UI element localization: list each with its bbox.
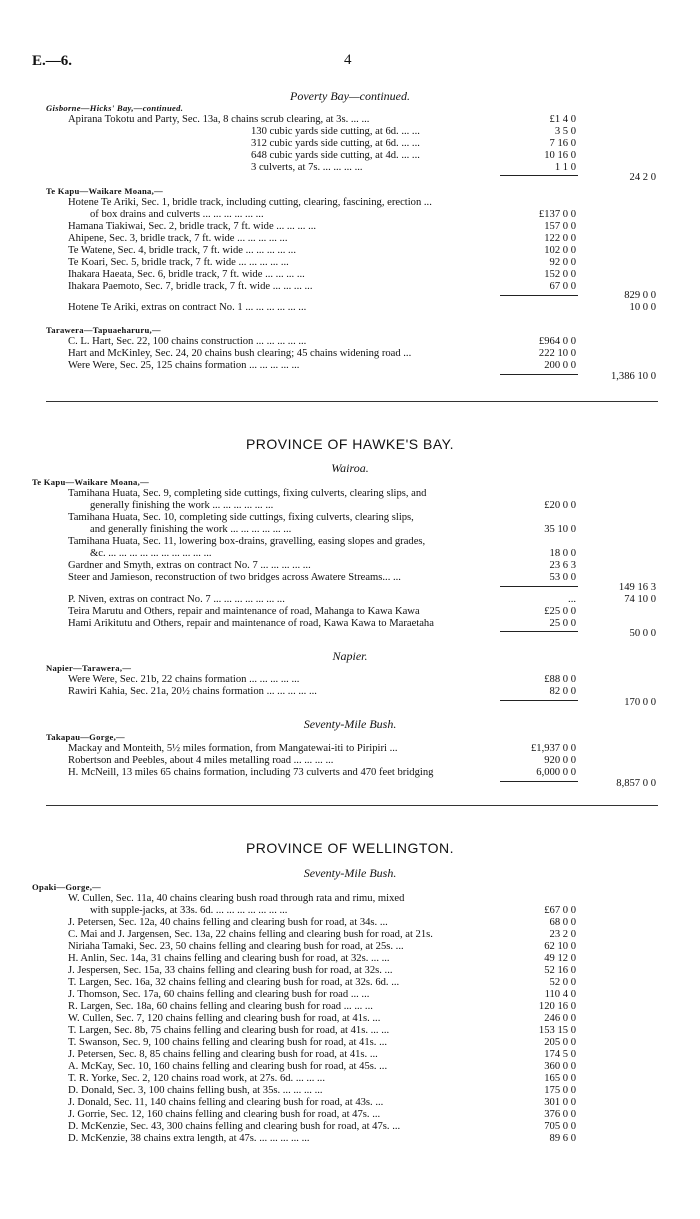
group-total: 1,386 10 0	[610, 371, 656, 382]
ledger-row	[0, 500, 700, 512]
row-amount: 175 0 0	[544, 1085, 576, 1096]
row-amount: 205 0 0	[544, 1037, 576, 1048]
row-amount: 200 0 0	[544, 360, 576, 371]
ledger-row	[0, 743, 700, 755]
ledger-row	[0, 977, 700, 989]
row-description: Hart and McKinley, Sec. 24, 20 chains bush clearing; 45 chains widening road ...	[68, 348, 412, 359]
row-description: 312 cubic yards side cutting, at 6d. ... ...	[251, 138, 420, 149]
ledger-row	[0, 488, 700, 500]
page-number: 4	[344, 52, 352, 68]
ledger-row	[0, 245, 700, 257]
row-amount: 157 0 0	[544, 221, 576, 232]
row-amount: 376 0 0	[544, 1109, 576, 1120]
row-amount: 62 10 0	[544, 941, 576, 952]
total-row	[0, 371, 700, 383]
ledger-row	[0, 905, 700, 917]
ledger-row	[0, 524, 700, 536]
row-amount: £25 0 0	[544, 606, 576, 617]
row-description: C. L. Hart, Sec. 22, 100 chains construction ... ... ... ... ...	[68, 336, 307, 347]
row-description: Rawiri Kahia, Sec. 21a, 20½ chains formation ... ... ... ... ...	[68, 686, 317, 697]
row-description: and generally finishing the work ... ... ... ... ... ...	[90, 524, 292, 535]
row-description: T. R. Yorke, Sec. 2, 120 chains road work, at 27s. 6d. ... ... ...	[68, 1073, 325, 1084]
ledger-row	[0, 1085, 700, 1097]
group-heading-te-kapu: Te Kapu—Waikare Moana,—	[32, 477, 149, 487]
row-description: D. McKenzie, 38 chains extra length, at 47s. ... ... ... ... ...	[68, 1133, 310, 1144]
row-description: Steer and Jamieson, reconstruction of two bridges across Awatere Streams... ...	[68, 572, 401, 583]
district-subtitle-seventy-mile-bush: Seventy-Mile Bush.	[303, 866, 397, 880]
row-amount: 122 0 0	[544, 233, 576, 244]
row-description: J. Thomson, Sec. 17a, 60 chains felling and clearing bush for road ... ...	[68, 989, 370, 1000]
row-description: 130 cubic yards side cutting, at 6d. ... ...	[251, 126, 420, 137]
row-description: 3 culverts, at 7s. ... ... ... ...	[251, 162, 363, 173]
row-amount: 102 0 0	[544, 245, 576, 256]
ledger-row	[0, 150, 700, 162]
district-subtitle-seventy-mile-bush: Seventy-Mile Bush.	[303, 717, 397, 731]
row-description: Apirana Tokotu and Party, Sec. 13a, 8 chains scrub clearing, at 3s. ... ...	[68, 114, 370, 125]
row-description: Te Koari, Sec. 5, bridle track, 7 ft. wide ... ... ... ... ...	[68, 257, 289, 268]
ledger-row	[0, 755, 700, 767]
ledger-row	[0, 512, 700, 524]
ledger-row	[0, 1025, 700, 1037]
ledger-row	[0, 1073, 700, 1085]
ledger-row	[0, 269, 700, 281]
district-subtitle-wairoa: Wairoa.	[331, 461, 369, 475]
row-description: Tamihana Huata, Sec. 9, completing side cuttings, fixing culverts, clearing slips, and	[68, 488, 427, 499]
ledger-row	[0, 1037, 700, 1049]
ledger-row	[0, 114, 700, 126]
ledger-row	[0, 917, 700, 929]
row-amount: £1 4 0	[549, 114, 576, 125]
ledger-row	[0, 536, 700, 548]
group-heading-te-kapu: Te Kapu—Waikare Moana,—	[46, 186, 163, 196]
ledger-row	[0, 674, 700, 686]
row-amount: 165 0 0	[544, 1073, 576, 1084]
ledger-row	[0, 221, 700, 233]
group-total: 170 0 0	[624, 697, 656, 708]
row-description: Were Were, Sec. 21b, 22 chains formation ... ... ... ... ...	[68, 674, 300, 685]
group-total: 24 2 0	[629, 172, 656, 183]
ledger-row	[0, 1133, 700, 1145]
ledger-row	[0, 126, 700, 138]
group-heading-tarawera: Tarawera—Tapuaeharuru,—	[46, 325, 161, 335]
row-description: C. Mai and J. Jargensen, Sec. 13a, 22 chains felling and clearing bush for road, at 21s.	[68, 929, 433, 940]
row-amount: £88 0 0	[544, 674, 576, 685]
row-description: Niriaha Tamaki, Sec. 23, 50 chains felling and clearing bush for road, at 25s. ...	[68, 941, 404, 952]
row-amount: 246 0 0	[544, 1013, 576, 1024]
row-amount: 705 0 0	[544, 1121, 576, 1132]
ledger-row	[0, 209, 700, 221]
ledger-row	[0, 941, 700, 953]
ledger-row	[0, 1109, 700, 1121]
row-description: Hami Arikitutu and Others, repair and maintenance of road, Kawa Kawa to Maraetaha	[68, 618, 434, 629]
row-description: T. Swanson, Sec. 9, 100 chains felling and clearing bush for road, at 41s. ...	[68, 1037, 388, 1048]
row-amount: 82 0 0	[549, 686, 576, 697]
row-description: Te Watene, Sec. 4, bridle track, 7 ft. wide ... ... ... ... ...	[68, 245, 296, 256]
row-amount: 35 10 0	[544, 524, 576, 535]
row-description: Hotene Te Ariki, Sec. 1, bridle track, including cutting, clearing, fascining, erection ...	[68, 197, 432, 208]
row-description: J. Gorrie, Sec. 12, 160 chains felling and clearing bush for road, at 47s. ...	[68, 1109, 381, 1120]
row-amount: 68 0 0	[549, 917, 576, 928]
row-description: Teira Marutu and Others, repair and maintenance of road, Mahanga to Kawa Kawa	[68, 606, 420, 617]
row-description: J. Petersen, Sec. 12a, 40 chains felling and clearing bush for road, at 34s. ...	[68, 917, 388, 928]
ledger-row	[0, 893, 700, 905]
row-description: 648 cubic yards side cutting, at 4d. ... ...	[251, 150, 420, 161]
group-heading-napier: Napier—Tarawera,—	[46, 663, 132, 673]
row-amount: 360 0 0	[544, 1061, 576, 1072]
row-description: T. Largen, Sec. 16a, 32 chains felling and clearing bush for road, at 32s. 6d. ...	[68, 977, 400, 988]
row-description: H. Anlin, Sec. 14a, 31 chains felling and clearing bush for road, at 32s. ... ...	[68, 953, 390, 964]
ledger-row	[0, 1013, 700, 1025]
row-amount: £137 0 0	[538, 209, 576, 220]
ledger-row	[0, 233, 700, 245]
ledger-row	[0, 929, 700, 941]
ledger-row	[0, 138, 700, 150]
ledger-row	[0, 1001, 700, 1013]
row-description: &c. ... ... ... ... ... ... ... ... ... ...	[90, 548, 212, 559]
report-reference: E.—6.	[32, 53, 73, 69]
ledger-row	[0, 606, 700, 618]
row-description: H. McNeill, 13 miles 65 chains formation, including 73 culverts and 470 feet bridging	[68, 767, 434, 778]
row-description: with supple-jacks, at 33s. 6d. ... ... ... ... ... ... ...	[90, 905, 288, 916]
section-divider	[46, 401, 658, 402]
row-amount: 6,000 0 0	[536, 767, 576, 778]
row-amount: 3 5 0	[554, 126, 576, 137]
row-amount: 120 16 0	[538, 1001, 576, 1012]
row-description: Tamihana Huata, Sec. 10, completing side cuttings, fixing culverts, clearing slips,	[68, 512, 414, 523]
row-description: R. Largen, Sec. 18a, 60 chains felling and clearing bush for road ... ... ...	[68, 1001, 373, 1012]
row-amount: £20 0 0	[544, 500, 576, 511]
ledger-row	[0, 197, 700, 209]
row-description: J. Jespersen, Sec. 15a, 33 chains felling and clearing bush for road, at 32s. ...	[68, 965, 393, 976]
row-description: Robertson and Peebles, about 4 miles metalling road ... ... ... ...	[68, 755, 334, 766]
section-divider	[46, 805, 658, 806]
ledger-row	[0, 548, 700, 560]
province-title-hawkes-bay: PROVINCE OF HAWKE'S BAY.	[245, 436, 455, 452]
group-heading-takapau: Takapau—Gorge,—	[46, 732, 125, 742]
row-amount: 67 0 0	[549, 281, 576, 292]
row-amount: 10 16 0	[544, 150, 576, 161]
row-description: Ahipene, Sec. 3, bridle track, 7 ft. wide ... ... ... ... ...	[68, 233, 288, 244]
ledger-row	[0, 965, 700, 977]
row-description: W. Cullen, Sec. 7, 120 chains felling and clearing bush for road, at 41s. ...	[68, 1013, 381, 1024]
row-amount: 152 0 0	[544, 269, 576, 280]
total-row	[0, 628, 700, 640]
section-subtitle-poverty-bay: Poverty Bay—continued.	[290, 89, 410, 103]
row-amount: 52 16 0	[544, 965, 576, 976]
row-amount: £1,937 0 0	[530, 743, 576, 754]
total-row	[0, 172, 700, 184]
row-description: J. Donald, Sec. 11, 140 chains felling and clearing bush for road, at 43s. ...	[68, 1097, 384, 1108]
row-total: 74 10 0	[624, 594, 656, 605]
row-amount: 89 6 0	[549, 1133, 576, 1144]
row-amount: 301 0 0	[544, 1097, 576, 1108]
row-total: 10 0 0	[629, 302, 656, 313]
row-amount: 110 4 0	[544, 989, 576, 1000]
ledger-row	[0, 348, 700, 360]
row-description: Tamihana Huata, Sec. 11, lowering box-drains, gravelling, easing slopes and grades,	[68, 536, 426, 547]
row-description: Mackay and Monteith, 5½ miles formation, from Mangatewai-iti to Piripiri ...	[68, 743, 398, 754]
row-amount: 920 0 0	[544, 755, 576, 766]
ledger-row	[0, 302, 700, 314]
province-title-wellington: PROVINCE OF WELLINGTON.	[245, 840, 455, 856]
row-description: Hotene Te Ariki, extras on contract No. 1 ... ... ... ... ... ...	[68, 302, 307, 313]
row-amount: 1 1 0	[554, 162, 576, 173]
row-description: Were Were, Sec. 25, 125 chains formation ... ... ... ... ...	[68, 360, 300, 371]
ledger-row	[0, 560, 700, 572]
group-heading-gisborne: Gisborne—Hicks' Bay,—continued.	[46, 103, 184, 113]
row-description: generally finishing the work ... ... ... ... ... ...	[90, 500, 274, 511]
row-amount: 7 16 0	[549, 138, 576, 149]
row-amount: 52 0 0	[549, 977, 576, 988]
row-amount: 174 5 0	[544, 1049, 576, 1060]
ledger-row	[0, 1121, 700, 1133]
ledger-row	[0, 257, 700, 269]
total-row	[0, 582, 700, 594]
row-description: T. Largen, Sec. 8b, 75 chains felling and clearing bush for road, at 41s. ... ...	[68, 1025, 390, 1036]
row-amount: 23 2 0	[549, 929, 576, 940]
row-description: D. McKenzie, Sec. 43, 300 chains felling and clearing bush for road, at 47s. ...	[68, 1121, 401, 1132]
row-amount: 23 6 3	[549, 560, 576, 571]
group-total: 50 0 0	[629, 628, 656, 639]
ledger-row	[0, 1097, 700, 1109]
row-description: Hamana Tiakiwai, Sec. 2, bridle track, 7 ft. wide ... ... ... ...	[68, 221, 317, 232]
row-amount: 25 0 0	[549, 618, 576, 629]
group-subtotal: 829 0 0	[624, 290, 656, 301]
row-amount: 18 0 0	[549, 548, 576, 559]
row-description: W. Cullen, Sec. 11a, 40 chains clearing bush road through rata and rimu, mixed	[68, 893, 405, 904]
row-amount: 153 15 0	[538, 1025, 576, 1036]
group-subtotal: 149 16 3	[618, 582, 656, 593]
row-description: Ihakara Paemoto, Sec. 7, bridle track, 7 ft. wide ... ... ... ...	[68, 281, 313, 292]
ledger-row	[0, 594, 700, 606]
total-row	[0, 290, 700, 302]
ledger-row	[0, 989, 700, 1001]
row-amount: 92 0 0	[549, 257, 576, 268]
row-description: of box drains and culverts ... ... ... ... ... ...	[90, 209, 264, 220]
row-amount: £964 0 0	[538, 336, 576, 347]
group-heading-opaki: Opaki—Gorge,—	[32, 882, 102, 892]
ledger-row	[0, 953, 700, 965]
total-row	[0, 778, 700, 790]
row-amount: £67 0 0	[544, 905, 576, 916]
row-description: J. Petersen, Sec. 8, 85 chains felling and clearing bush for road, at 41s. ...	[68, 1049, 378, 1060]
row-description: D. Donald, Sec. 3, 100 chains felling bush, at 35s. ... ... ... ...	[68, 1085, 323, 1096]
district-subtitle-napier: Napier.	[332, 649, 368, 663]
row-description: P. Niven, extras on contract No. 7 ... ... ... ... ... ... ...	[68, 594, 285, 605]
ledger-row	[0, 1061, 700, 1073]
total-row	[0, 697, 700, 709]
ledger-row	[0, 336, 700, 348]
ledger-row	[0, 1049, 700, 1061]
row-amount: ...	[568, 594, 576, 605]
group-total: 8,857 0 0	[616, 778, 656, 789]
row-description: Gardner and Smyth, extras on contract No. 7 ... ... ... ... ...	[68, 560, 311, 571]
row-description: Ihakara Haeata, Sec. 6, bridle track, 7 ft. wide ... ... ... ...	[68, 269, 305, 280]
row-amount: 53 0 0	[549, 572, 576, 583]
row-description: A. McKay, Sec. 10, 160 chains felling and clearing bush for road, at 45s. ...	[68, 1061, 388, 1072]
row-amount: 49 12 0	[544, 953, 576, 964]
row-amount: 222 10 0	[538, 348, 576, 359]
